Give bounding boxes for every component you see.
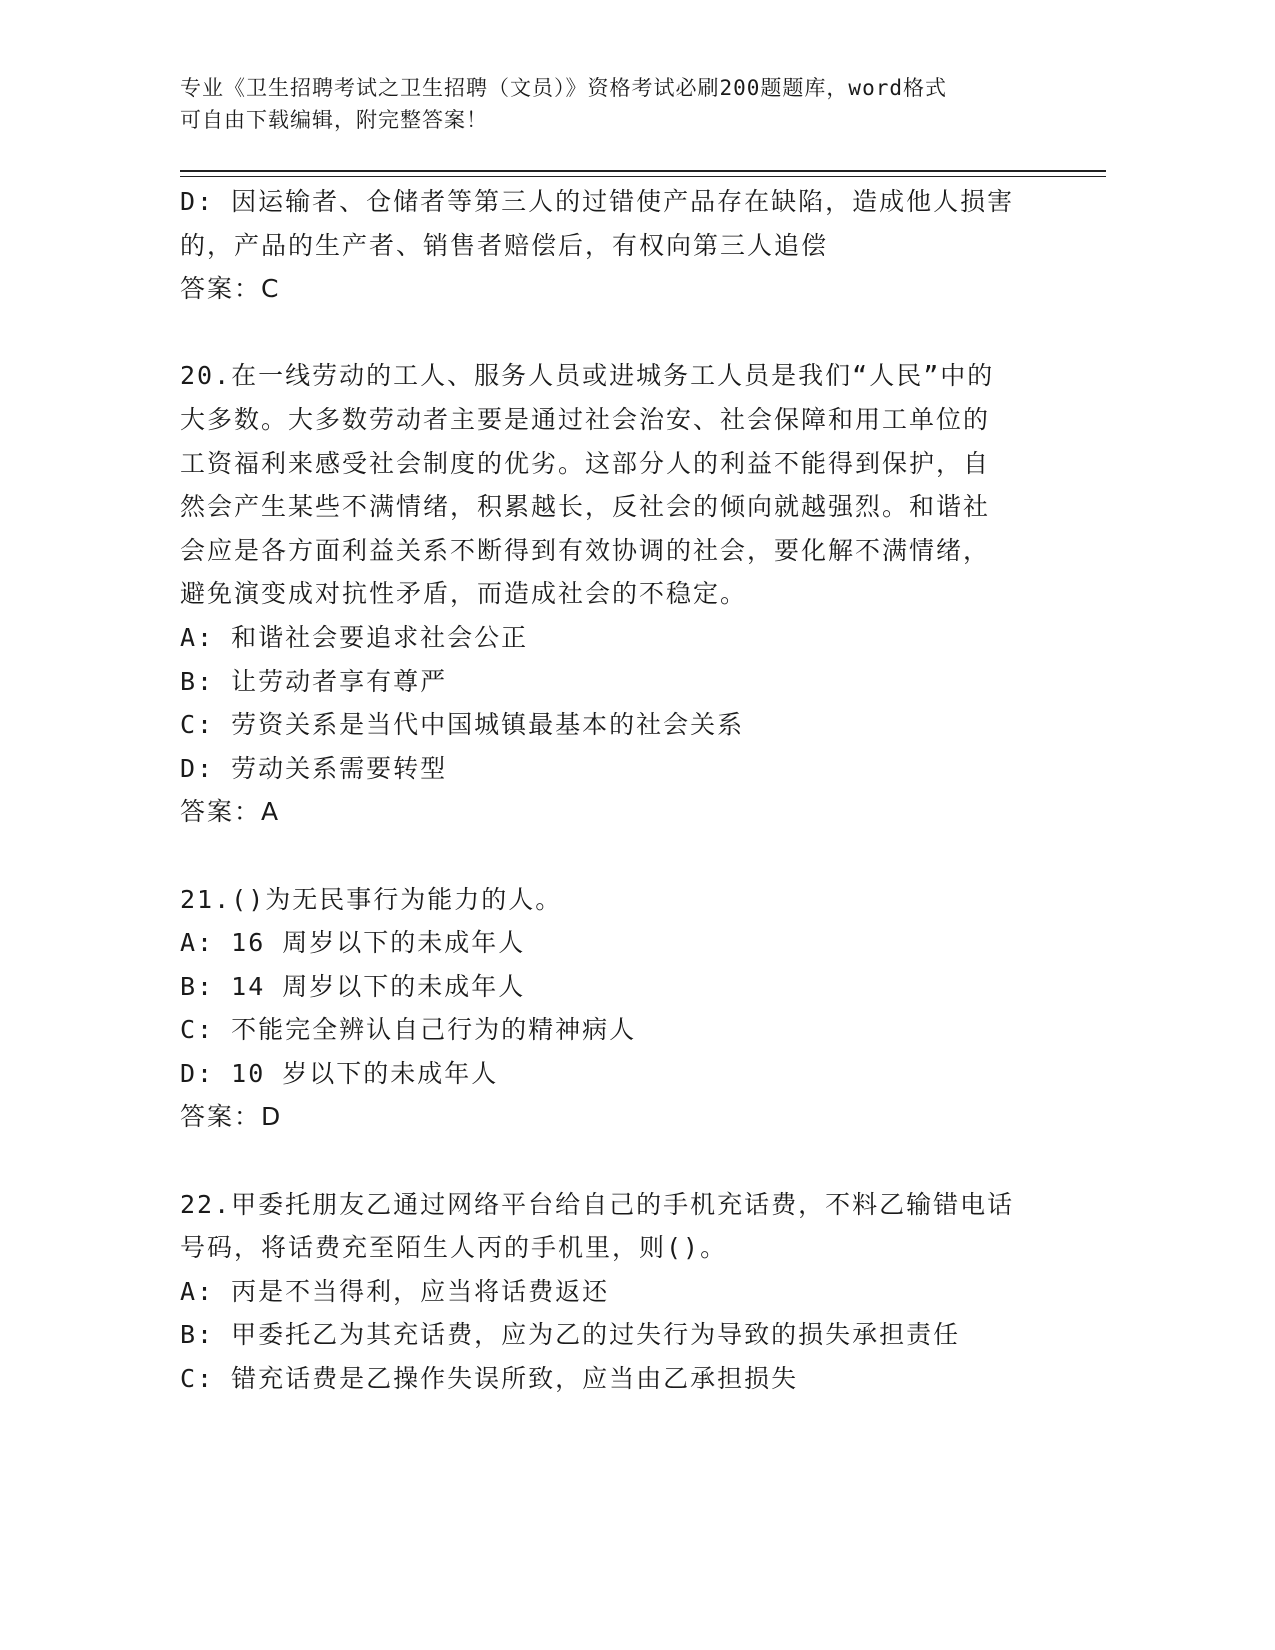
- option-a: A: 和谐社会要追求社会公正: [180, 622, 529, 652]
- answer-line: 答案：D: [180, 1102, 283, 1132]
- answer-line: 答案：C: [180, 274, 281, 304]
- header-rule-thick: [180, 170, 1106, 172]
- option-b: B: 甲委托乙为其充话费，应为乙的过失行为导致的损失承担责任: [180, 1320, 961, 1350]
- document-body: [180, 180, 1040, 1401]
- spacer: [180, 1139, 1040, 1183]
- option-d-line-2: 的，产品的生产者、销售者赔偿后，有权向第三人追偿: [180, 230, 829, 260]
- question-stem-line: 工资福利来感受社会制度的优劣。这部分人的利益不能得到保护，自: [180, 448, 991, 478]
- answer-line: 答案：A: [180, 797, 281, 827]
- question-21: [180, 878, 1040, 1140]
- document-header: [180, 72, 1040, 136]
- option-c: C: 错充话费是乙操作失误所致，应当由乙承担损失: [180, 1364, 799, 1394]
- option-a: A: 丙是不当得利，应当将话费返还: [180, 1276, 610, 1306]
- header-line-1: 专业《卫生招聘考试之卫生招聘（文员）》资格考试必刷200题题库，word格式: [180, 76, 947, 100]
- option-d: D: 10 岁以下的未成年人: [180, 1058, 499, 1088]
- question-stem-line: 22.甲委托朋友乙通过网络平台给自己的手机充话费，不料乙输错电话: [180, 1189, 1015, 1219]
- question-stem-line: 然会产生某些不满情绪，积累越长，反社会的倾向就越强烈。和谐社: [180, 492, 991, 522]
- option-b: B: 让劳动者享有尊严: [180, 666, 448, 696]
- header-line-2: 可自由下载编辑，附完整答案！: [180, 108, 488, 132]
- question-stem-line: 21.()为无民事行为能力的人。: [180, 884, 563, 914]
- spacer: [180, 834, 1040, 878]
- spacer: [180, 311, 1040, 355]
- question-22: [180, 1183, 1040, 1401]
- option-d: D: 劳动关系需要转型: [180, 753, 448, 783]
- option-b: B: 14 周岁以下的未成年人: [180, 971, 526, 1001]
- question-20: [180, 354, 1040, 834]
- option-d-line-1: D: 因运输者、仓储者等第三人的过错使产品存在缺陷，造成他人损害: [180, 187, 1015, 216]
- option-a: A: 16 周岁以下的未成年人: [180, 928, 526, 958]
- option-c: C: 劳资关系是当代中国城镇最基本的社会关系: [180, 710, 745, 740]
- header-rule-thin: [180, 176, 1106, 177]
- question-stem-line: 号码，将话费充至陌生人丙的手机里，则()。: [180, 1233, 728, 1263]
- previous-question-tail: [180, 180, 1040, 311]
- question-stem-line: 大多数。大多数劳动者主要是通过社会治安、社会保障和用工单位的: [180, 404, 991, 434]
- question-stem-line: 避免演变成对抗性矛盾，而造成社会的不稳定。: [180, 579, 748, 609]
- question-stem-line: 会应是各方面利益关系不断得到有效协调的社会，要化解不满情绪，: [180, 535, 991, 565]
- question-stem-line: 20.在一线劳动的工人、服务人员或进城务工人员是我们“人民”中的: [180, 361, 995, 391]
- option-c: C: 不能完全辨认自己行为的精神病人: [180, 1015, 637, 1045]
